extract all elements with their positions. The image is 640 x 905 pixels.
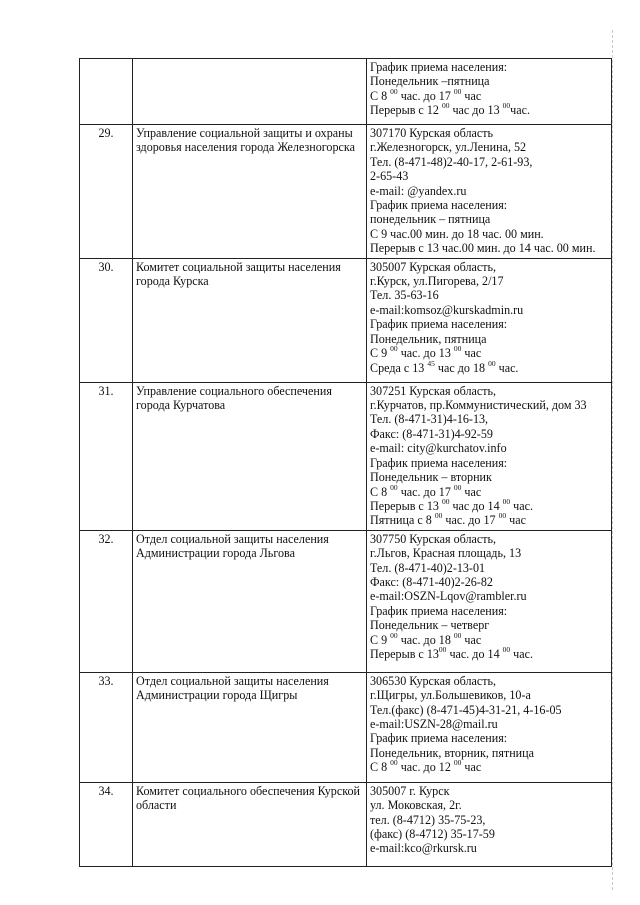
contact-text: час. до 17	[397, 88, 454, 103]
contact-line	[370, 630, 608, 647]
contact-text: час. до 17	[442, 513, 499, 528]
contact-text: Перерыв с 13 час.00 мин. до 14 час. 00 мин.	[370, 241, 596, 256]
time-minutes-superscript: 00	[390, 482, 398, 492]
contact-text: час	[461, 346, 482, 361]
contact-text: час. до 12	[397, 760, 454, 775]
contact-text: час. до 17	[397, 484, 454, 499]
time-minutes-superscript: 00	[453, 86, 462, 96]
contact-text: Тел. (8-471-40)2-13-01	[370, 560, 486, 575]
contact-line	[370, 496, 608, 513]
contact-line	[370, 618, 608, 632]
contact-text: Понедельник – четверг	[370, 618, 490, 633]
organization-name: Управление социального обеспечения города Курчатова	[133, 382, 367, 530]
contact-text: г.Курчатов, пр.Коммунистический, дом 33	[370, 398, 587, 413]
contact-line	[370, 60, 608, 74]
contact-text: час.	[510, 498, 534, 513]
contact-line	[370, 260, 608, 274]
contact-line	[370, 126, 608, 140]
time-minutes-superscript: 00	[488, 358, 496, 368]
row-number: 31.	[80, 382, 133, 530]
row-number: 32.	[80, 530, 133, 672]
contact-text: час	[461, 88, 482, 103]
contact-line	[370, 703, 608, 717]
contact-line	[370, 241, 608, 255]
contact-info	[367, 258, 612, 382]
contact-line	[370, 688, 608, 702]
time-minutes-superscript: 00	[441, 101, 450, 111]
time-minutes-superscript: 00	[453, 344, 462, 354]
contact-line	[370, 358, 608, 375]
contact-text: г.Железногорск, ул.Ленина, 52	[370, 140, 527, 155]
time-minutes-superscript: 00	[502, 496, 511, 506]
contact-text: Факс: (8-471-31)4-92-59	[370, 426, 493, 441]
contact-line	[370, 784, 608, 798]
contact-text: час	[506, 513, 526, 528]
contact-line	[370, 74, 608, 88]
contact-line	[370, 798, 608, 812]
contact-text: С 8	[370, 760, 391, 775]
table-row	[80, 382, 612, 530]
organization-name: Отдел социальной защиты населения Администрации города Щигры	[133, 672, 367, 782]
contact-info	[367, 530, 612, 672]
contact-text: График приема населения:	[370, 198, 508, 213]
contact-line	[370, 441, 608, 455]
contact-line	[370, 317, 608, 331]
contact-text: час до 14	[449, 498, 503, 513]
contact-line	[370, 760, 608, 774]
contact-text: Тел. (8-471-48)2-40-17, 2-61-93,	[370, 154, 533, 169]
time-minutes-superscript: 00	[498, 511, 507, 521]
contact-line	[370, 140, 608, 154]
contact-line	[370, 561, 608, 575]
time-minutes-superscript: 00	[438, 644, 447, 654]
contact-text: e-mail: @yandex.ru	[370, 183, 467, 198]
contact-line	[370, 412, 608, 426]
table-row	[80, 672, 612, 782]
contact-info	[367, 782, 612, 866]
contact-text: e-mail:kco@rkursk.ru	[370, 841, 477, 856]
contact-text: e-mail: city@kurchatov.info	[370, 441, 507, 456]
row-number: 30.	[80, 258, 133, 382]
contact-line	[370, 513, 608, 527]
contact-line	[370, 470, 608, 484]
contact-line	[370, 332, 608, 346]
contact-text: тел. (8-4712) 35-75-23,	[370, 812, 486, 827]
contact-line	[370, 731, 608, 745]
contact-text: График приема населения:	[370, 603, 508, 618]
contact-line	[370, 227, 608, 241]
time-minutes-superscript: 00	[453, 482, 462, 492]
contact-line	[370, 589, 608, 603]
contact-text: 306530 Курская область,	[370, 673, 497, 688]
contact-text: Тел. (8-471-31)4-16-13,	[370, 412, 489, 427]
contact-text: С 8	[370, 88, 391, 103]
contact-line	[370, 644, 608, 661]
contact-text: Перерыв с 13	[370, 498, 442, 513]
contact-text: г.Щигры, ул.Большевиков, 10-а	[370, 688, 531, 703]
table-row	[80, 258, 612, 382]
contact-text: Перерыв с 13	[370, 646, 439, 661]
contact-line	[370, 532, 608, 546]
contact-text: e-mail:USZN-28@mail.ru	[370, 716, 498, 731]
contact-line	[370, 86, 608, 103]
time-minutes-superscript: 00	[434, 511, 443, 521]
contact-text: График приема населения:	[370, 317, 508, 332]
contact-text: 305007 г. Курск	[370, 783, 450, 798]
contact-text: График приема населения:	[370, 60, 508, 74]
contact-line	[370, 456, 608, 470]
contact-text: Среда с 13	[370, 360, 428, 375]
table-row	[80, 59, 612, 125]
contact-text: С 9 час.00 мин. до 18 час. 00 мин.	[370, 226, 544, 241]
contact-text: Понедельник, пятница	[370, 331, 487, 346]
organization-name: Комитет социальной защиты населения города Курска	[133, 258, 367, 382]
contact-text: час.	[510, 646, 534, 661]
time-minutes-superscript: 00	[390, 630, 398, 640]
contact-line	[370, 288, 608, 302]
contact-line	[370, 482, 608, 499]
contact-line	[370, 274, 608, 288]
contact-info	[367, 672, 612, 782]
contact-text: час.	[495, 360, 519, 375]
contact-line	[370, 746, 608, 760]
contact-text: г.Курск, ул.Пигорева, 2/17	[370, 274, 504, 289]
contact-text: Перерыв с 12	[370, 103, 442, 118]
row-number: 33.	[80, 672, 133, 782]
contact-text: понедельник – пятница	[370, 212, 491, 227]
time-minutes-superscript: 00	[441, 496, 450, 506]
time-minutes-superscript: 00	[502, 101, 511, 111]
contact-text: Понедельник –пятница	[370, 74, 490, 89]
contact-line	[370, 303, 608, 317]
contact-text: час	[461, 760, 482, 775]
contact-line	[370, 674, 608, 688]
table-body	[80, 59, 612, 867]
contact-text: час. до 14	[446, 646, 503, 661]
contact-text: 307750 Курская область,	[370, 531, 497, 546]
contact-line	[370, 841, 608, 855]
contact-line	[370, 103, 608, 117]
organization-name: Управление социальной защиты и охраны здоровья населения города Железногорска	[133, 125, 367, 259]
contact-text: час до 18	[434, 360, 489, 375]
contact-text: час.	[510, 103, 530, 118]
table-row	[80, 530, 612, 672]
contact-text: час. до 18	[397, 632, 454, 647]
contact-text: 2-65-43	[370, 169, 409, 184]
contact-text: (факс) (8-4712) 35-17-59	[370, 826, 495, 841]
table-row	[80, 125, 612, 259]
time-minutes-superscript: 00	[453, 758, 462, 768]
contact-text: e-mail:komsoz@kurskadmin.ru	[370, 302, 524, 317]
time-minutes-superscript: 00	[390, 86, 398, 96]
social-services-table	[79, 58, 612, 867]
contact-text: 307170 Курская область	[370, 126, 494, 140]
row-number	[80, 59, 133, 125]
contact-text: График приема населения:	[370, 455, 508, 470]
contact-line	[370, 169, 608, 183]
contact-line	[370, 184, 608, 198]
row-number: 29.	[80, 125, 133, 259]
contact-text: ул. Моковская, 2г.	[370, 798, 462, 813]
row-number: 34.	[80, 782, 133, 866]
contact-line	[370, 198, 608, 212]
contact-line	[370, 604, 608, 618]
contact-line	[370, 155, 608, 169]
contact-text: час	[461, 484, 482, 499]
contact-text: Факс: (8-471-40)2-26-82	[370, 574, 493, 589]
contact-text: e-mail:OSZN-Lqov@rambler.ru	[370, 589, 527, 604]
time-minutes-superscript: 45	[427, 358, 435, 368]
organization-name: Отдел социальной защиты населения Администрации города Льгова	[133, 530, 367, 672]
contact-line	[370, 398, 608, 412]
time-minutes-superscript: 00	[390, 758, 398, 768]
contact-info	[367, 382, 612, 530]
organization-name: Комитет социального обеспечения Курской области	[133, 782, 367, 866]
contact-line	[370, 717, 608, 731]
contact-line	[370, 384, 608, 398]
contact-text: 307251 Курская область,	[370, 383, 497, 398]
contact-info	[367, 59, 612, 125]
time-minutes-superscript: 00	[453, 630, 462, 640]
contact-line	[370, 575, 608, 589]
contact-text: Понедельник – вторник	[370, 470, 492, 485]
contact-text: Тел.(факс) (8-471-45)4-31-21, 4-16-05	[370, 702, 562, 717]
contact-text: Тел. 35-63-16	[370, 288, 439, 303]
contact-text: С 8	[370, 484, 391, 499]
contact-text: График приема населения:	[370, 731, 508, 746]
time-minutes-superscript: 00	[390, 344, 398, 354]
contact-text: Понедельник, вторник, пятница	[370, 745, 534, 760]
organization-name	[133, 59, 367, 125]
contact-text: час. до 13	[397, 346, 454, 361]
contact-text: г.Льгов, Красная площадь, 13	[370, 546, 522, 561]
contact-text: Пятница с 8	[370, 513, 435, 528]
contact-line	[370, 827, 608, 841]
contact-line	[370, 813, 608, 827]
contact-text: 305007 Курская область,	[370, 259, 497, 274]
scan-edge-line	[612, 30, 613, 890]
contact-line	[370, 427, 608, 441]
time-minutes-superscript: 00	[502, 644, 511, 654]
contact-text: час	[461, 632, 482, 647]
contact-info	[367, 125, 612, 259]
contact-text: С 9	[370, 632, 391, 647]
contact-line	[370, 212, 608, 226]
contact-text: С 9	[370, 346, 391, 361]
table-row	[80, 782, 612, 866]
contact-line	[370, 546, 608, 560]
contact-text: час до 13	[449, 103, 503, 118]
